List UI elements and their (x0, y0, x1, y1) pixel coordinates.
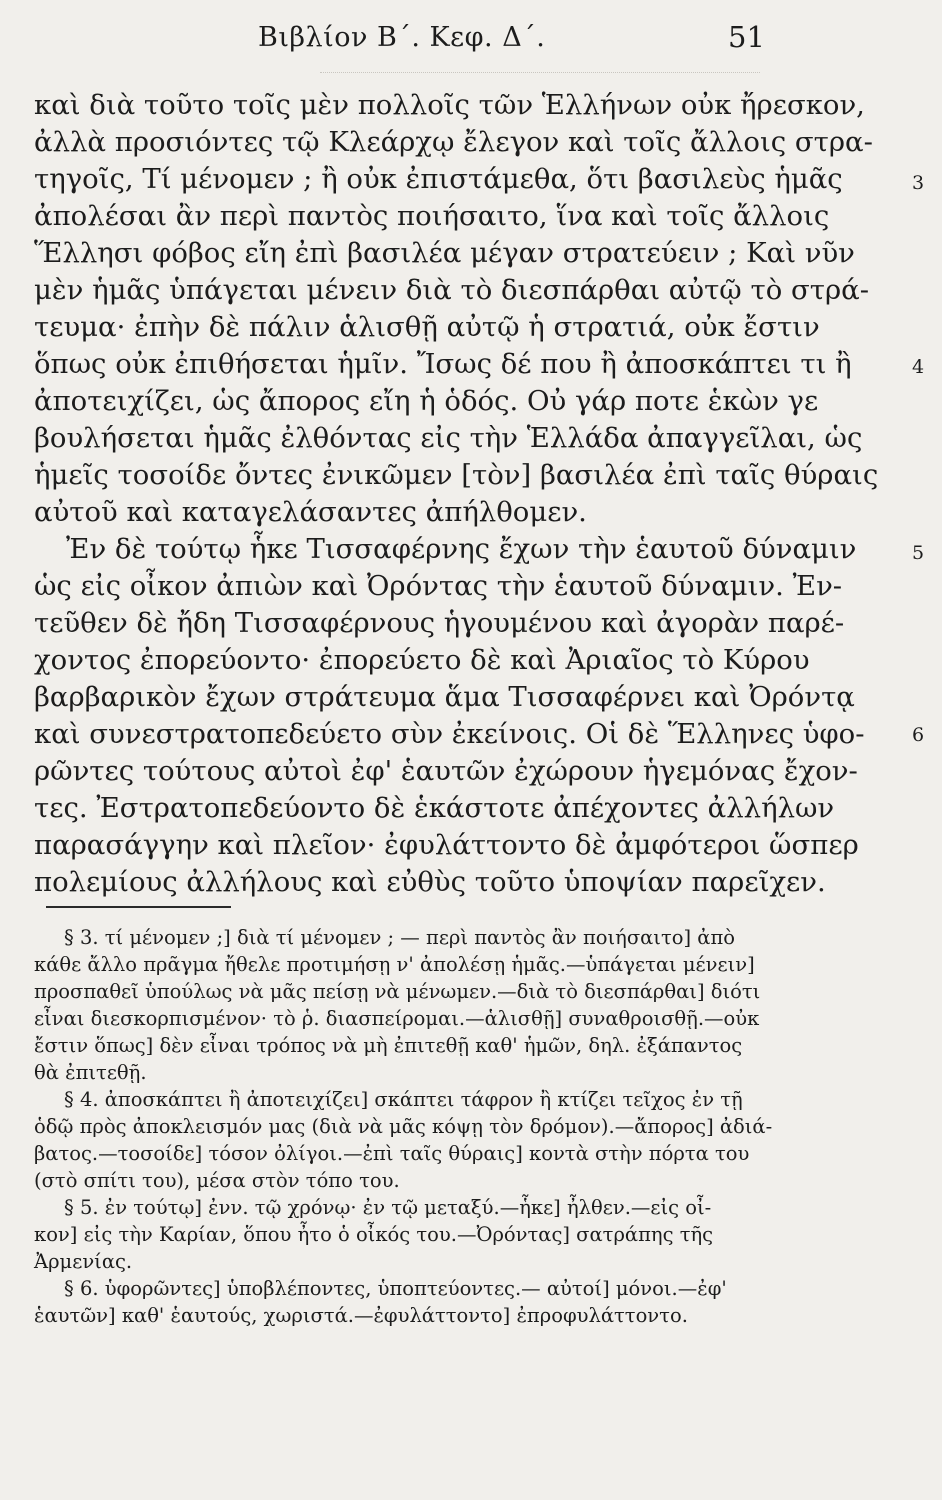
footnote-line: § 5. ἐν τούτῳ] ἐνν. τῷ χρόνῳ· ἐν τῷ μεταξύ.—ἧκε] ἦλθεν.—εἰς οἶ- (64, 1196, 712, 1219)
section-marker: 6 (912, 724, 925, 746)
footnote-line: (στὸ σπίτι του), μέσα στὸν τόπο του. (34, 1169, 400, 1192)
text-line: Ἕλλησι φόβος εἴη ἐπὶ βασιλέα μέγαν στρατεύειν ; Καὶ νῦν (34, 237, 855, 269)
footnote-line: ὁδῷ πρὸς ἀποκλεισμόν μας (διὰ νὰ μᾶς κόψῃ τὸν δρόμον).—ἄπορος] ἀδιά- (34, 1115, 773, 1138)
text-line: χοντος ἐπορεύοντο· ἐπορεύετο δὲ καὶ Ἀριαῖος τὸ Κύρου (34, 644, 810, 676)
footnote-line: θὰ ἐπιτεθῇ. (34, 1061, 147, 1084)
running-header-title: Βιβλίον Β΄. Κεφ. Δ΄. (258, 22, 546, 53)
text-line: ὡς εἰς οἶκον ἀπιὼν καὶ Ὀρόντας τὴν ἑαυτοῦ δύναμιν. Ἐν- (34, 570, 843, 602)
text-line: ἡμεῖς τοσοίδε ὄντες ἐνικῶμεν [τὸν] βασιλέα ἐπὶ ταῖς θύραις (34, 459, 879, 491)
text-line: βουλήσεται ἡμᾶς ἐλθόντας εἰς τὴν Ἑλλάδα ἀπαγγεῖλαι, ὡς (34, 422, 863, 454)
text-line: ἀποτειχίζει, ὡς ἄπορος εἴη ἡ ὁδός. Οὐ γάρ ποτε ἑκὼν γε (34, 385, 819, 417)
text-line: τες. Ἐστρατοπεδεύοντο δὲ ἑκάστοτε ἀπέχοντες ἀλλήλων (34, 792, 835, 824)
footnote-line: ἔστιν ὅπως] δὲν εἶναι τρόπος νὰ μὴ ἐπιτεθῇ καθ' ἡμῶν, δηλ. ἐξάπαντος (34, 1034, 743, 1057)
text-line: μὲν ἡμᾶς ὑπάγεται μένειν διὰ τὸ διεσπάρθαι αὐτῷ τὸ στρά- (34, 274, 870, 306)
footnote-line: § 4. ἀποσκάπτει ἢ ἀποτειχίζει] σκάπτει τάφρον ἢ κτίζει τεῖχος ἐν τῇ (64, 1088, 743, 1111)
text-line: αὐτοῦ καὶ καταγελάσαντες ἀπήλθομεν. (34, 496, 587, 528)
text-line: καὶ διὰ τοῦτο τοῖς μὲν πολλοῖς τῶν Ἑλλήνων οὐκ ἤρεσκον, (34, 89, 865, 121)
footnote-line: ἑαυτῶν] καθ' ἑαυτούς, χωριστά.—ἐφυλάττοντο] ἐπροφυλάττοντο. (34, 1304, 688, 1327)
footnote-line: κάθε ἄλλο πρᾶγμα ἤθελε προτιμήσῃ ν' ἀπολέσῃ ἡμᾶς.—ὑπάγεται μένειν] (34, 953, 755, 976)
text-line: πολεμίους ἀλλήλους καὶ εὐθὺς τοῦτο ὑποψίαν παρεῖχεν. (34, 866, 826, 898)
page-number: 51 (728, 20, 765, 54)
text-line: ἀπολέσαι ἂν περὶ παντὸς ποιήσαιτο, ἵνα καὶ τοῖς ἄλλοις (34, 200, 830, 232)
text-line: ἀλλὰ προσιόντες τῷ Κλεάρχῳ ἔλεγον καὶ τοῖς ἄλλοις στρα- (34, 126, 873, 158)
footnote-line: βατος.—τοσοίδε] τόσον ὀλίγοι.—ἐπὶ ταῖς θύραις] κοντὰ στὴν πόρτα του (34, 1142, 750, 1165)
text-line: Ἐν δὲ τούτῳ ἧκε Τισσαφέρνης ἔχων τὴν ἑαυτοῦ δύναμιν (66, 533, 857, 565)
text-line: τεῦθεν δὲ ἤδη Τισσαφέρνους ἡγουμένου καὶ ἀγορὰν παρέ- (34, 607, 845, 639)
footnote-line: προσπαθεῖ ὑπούλως νὰ μᾶς πείσῃ νὰ μένωμεν.—διὰ τὸ διεσπάρθαι] διότι (34, 980, 761, 1003)
text-line: τευμα· ἐπὴν δὲ πάλιν ἁλισθῇ αὐτῷ ἡ στρατιά, οὐκ ἔστιν (34, 311, 820, 343)
text-line: βαρβαρικὸν ἔχων στράτευμα ἅμα Τισσαφέρνει καὶ Ὀρόντᾳ (34, 681, 855, 713)
section-marker: 3 (912, 172, 925, 194)
footnote-rule (46, 906, 231, 908)
section-marker: 5 (912, 542, 925, 564)
footnote-line: εἶναι διεσκορπισμένον· τὸ ῥ. διασπείρομαι.—ἁλισθῇ] συναθροισθῇ.—οὐκ (34, 1007, 760, 1030)
text-line: παρασάγγην καὶ πλεῖον· ἐφυλάττοντο δὲ ἀμφότεροι ὥσπερ (34, 829, 859, 861)
text-line: ὅπως οὐκ ἐπιθήσεται ἡμῖν. Ἴσως δέ που ἢ ἀποσκάπτει τι ἢ (34, 348, 852, 380)
footnote-line: κον] εἰς τὴν Καρίαν, ὅπου ἦτο ὁ οἶκός του.—Ὀρόντας] σατράπης τῆς (34, 1223, 714, 1246)
footnote-line: § 3. τί μένομεν ;] διὰ τί μένομεν ; — περὶ παντὸς ἂν ποιήσαιτο] ἀπὸ (64, 926, 736, 949)
text-line: ρῶντες τούτους αὐτοὶ ἐφ' ἑαυτῶν ἐχώρουν ἡγεμόνας ἔχον- (34, 755, 858, 787)
text-line: τηγοῖς, Τί μένομεν ; ἢ οὐκ ἐπιστάμεθα, ὅτι βασιλεὺς ἡμᾶς (34, 163, 843, 195)
header-rule (320, 72, 760, 73)
section-marker: 4 (912, 356, 925, 378)
footnote-line: § 6. ὑφορῶντες] ὑποβλέποντες, ὑποπτεύοντες.— αὐτοί] μόνοι.—ἐφ' (64, 1277, 727, 1300)
text-line: καὶ συνεστρατοπεδεύετο σὺν ἐκείνοις. Οἱ δὲ Ἕλληνες ὑφο- (34, 718, 865, 750)
footnote-line: Ἀρμενίας. (34, 1250, 133, 1273)
